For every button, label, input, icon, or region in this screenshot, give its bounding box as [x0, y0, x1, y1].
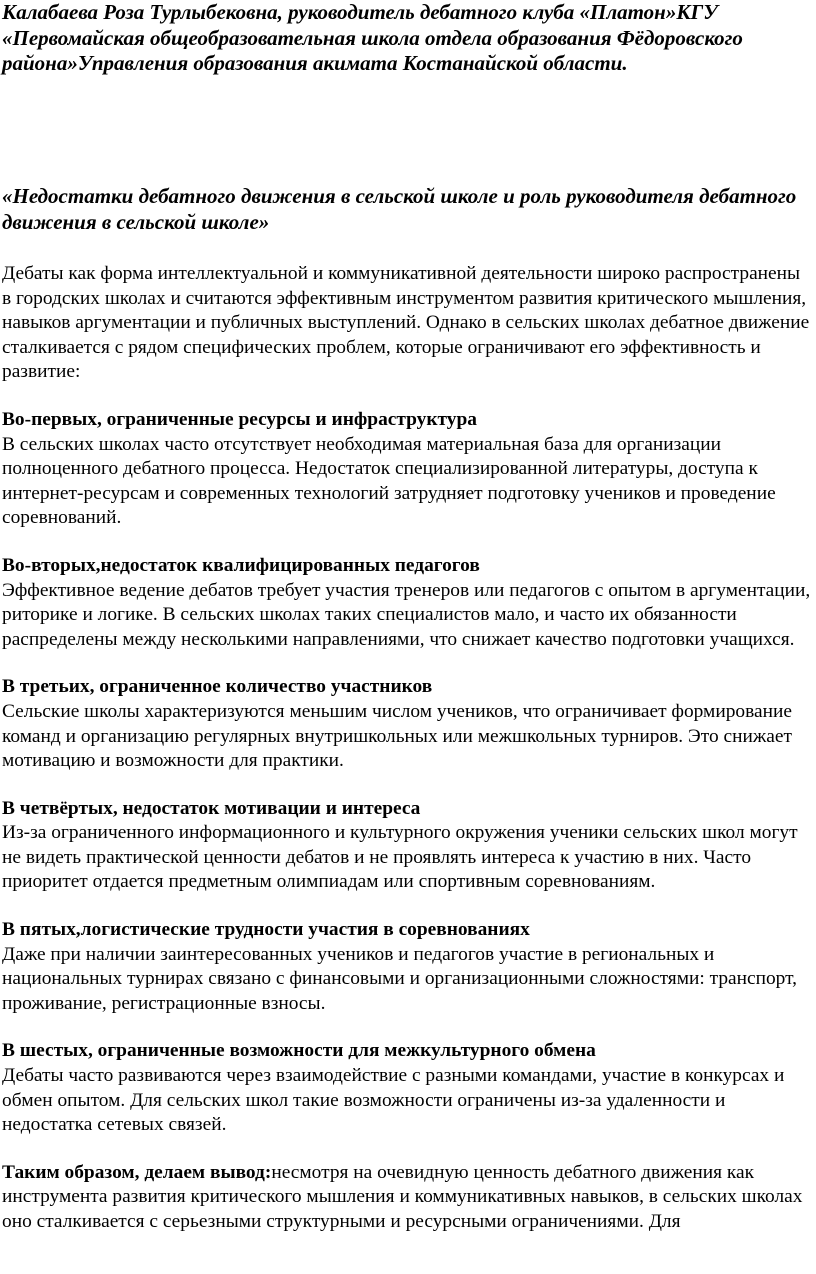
section-text: Эффективное ведение дебатов требует участия тренеров или педагогов с опытом в аргументации, риторике и логике. В сельских школах таких специалистов мало, и часто их обязанности распределены между несколькими направлениями, что снижает качество подготовки учащихся.	[2, 579, 811, 650]
section-text: Сельские школы характеризуются меньшим числом учеников, что ограничивает формирование команд и организацию регулярных внутришкольных или межшкольных турниров. Это снижает мотивацию и возможности для практики.	[2, 700, 792, 772]
section-heading: В четвёртых, недостаток мотивации и интереса	[2, 797, 421, 819]
conclusion-label: Таким образом, делаем вывод:	[2, 1161, 272, 1183]
section-text: Дебаты часто развиваются через взаимодействие с разными командами, участие в конкурсах и обмен опытом. Для сельских школ такие возможности ограничены из-за удаленности и недостатка сетевых связей.	[2, 1065, 785, 1136]
section-4	[2, 797, 814, 895]
section-heading: В пятых,логистические трудности участия в соревнованиях	[2, 919, 530, 941]
article-title: «Недостатки дебатного движения в сельской школе и роль руководителя дебатного движения в сельской школе»	[2, 184, 797, 234]
section-heading: В третьих, ограниченное количество участников	[2, 676, 433, 698]
section-heading: Во-первых, ограниченные ресурсы и инфраструктура	[2, 408, 477, 430]
section-text: Из-за ограниченного информационного и культурного окружения ученики сельских школ могут не видеть практической ценности дебатов и не проявлять интереса к участию в них. Часто приоритет отдается предметным олимпиадам или спортивным соревнованиям.	[2, 822, 798, 893]
section-heading: Во-вторых,недостаток квалифицированных педагогов	[2, 554, 480, 576]
conclusion-paragraph	[2, 1161, 814, 1235]
conclusion	[2, 1161, 814, 1235]
section-heading: В шестых, ограниченные возможности для межкультурного обмена	[2, 1040, 596, 1062]
article-body	[2, 262, 814, 1235]
author-header: Калабаева Роза Турлыбековна, руководитель дебатного клуба «Платон»КГУ «Первомайская общеобразовательная школа отдела образования Фёдоровского района»Управления образования акимата Костанайской области.	[2, 0, 743, 75]
section-text: Даже при наличии заинтересованных учеников и педагогов участие в региональных и национальных турнирах связано с финансовыми и организационными сложностями: транспорт, проживание, регистрационные взносы.	[2, 943, 797, 1014]
section-3	[2, 675, 814, 773]
intro-paragraph: Дебаты как форма интеллектуальной и коммуникативной деятельности широко распространены в городских школах и считаются эффективным инструментом развития критического мышления, навыков аргументации и публичных выступлений. Однако в сельских школах дебатное движение сталкивается с рядом специфических проблем, которые ограничивают его эффективность и развитие:	[2, 263, 810, 383]
section-1	[2, 408, 814, 531]
section-2	[2, 554, 814, 652]
conclusion-text: несмотря на очевидную ценность дебатного движения как инструмента развития критического мышления и коммуникативных навыков, в сельских школах оно сталкивается с серьезными структурными и ресурсными ограничениями. Для	[2, 1161, 803, 1232]
section-text: В сельских школах часто отсутствует необходимая материальная база для организации полноценного дебатного процесса. Недостаток специализированной литературы, доступа к интернет-ресурсам и современных технологий затрудняет подготовку учеников и проведение соревнований.	[2, 433, 776, 529]
section-5	[2, 918, 814, 1016]
section-6	[2, 1039, 814, 1137]
